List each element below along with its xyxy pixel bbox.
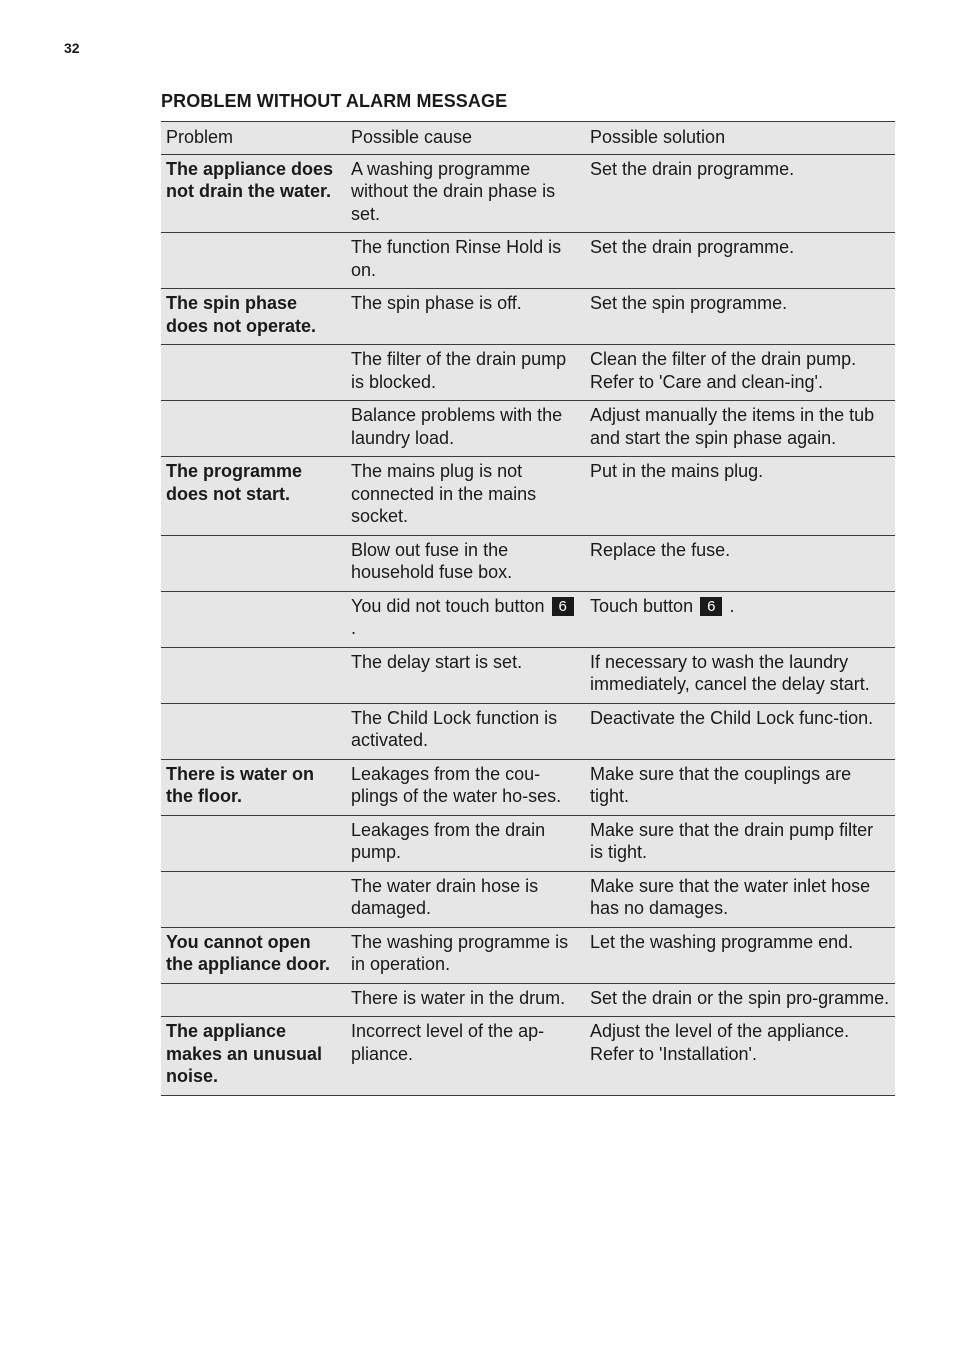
cause-cell: Leakages from the cou-plings of the water ho-ses. [346, 759, 585, 815]
button-6-icon: 6 [552, 597, 574, 616]
table-row [161, 457, 895, 536]
page-number: 32 [64, 40, 80, 56]
cause-cell: The Child Lock function is activated. [346, 703, 585, 759]
table-row [161, 703, 895, 759]
table-row [161, 535, 895, 591]
cause-cell: Balance problems with the laundry load. [346, 401, 585, 457]
cause-cell: There is water in the drum. [346, 983, 585, 1017]
cause-cell: The function Rinse Hold is on. [346, 233, 585, 289]
problem-cell [161, 815, 346, 871]
solution-cell: Clean the filter of the drain pump. Refer to 'Care and clean-ing'. [585, 345, 895, 401]
header-possible-cause: Possible cause [346, 122, 585, 155]
cause-cell: The washing programme is in operation. [346, 927, 585, 983]
cause-cell: Incorrect level of the ap-pliance. [346, 1017, 585, 1096]
table-row [161, 983, 895, 1017]
cause-cell: Blow out fuse in the household fuse box. [346, 535, 585, 591]
solution-cell: Set the drain programme. [585, 154, 895, 233]
table-row [161, 1017, 895, 1096]
problem-cell [161, 401, 346, 457]
table-row [161, 401, 895, 457]
table-row [161, 815, 895, 871]
solution-cell: Deactivate the Child Lock func-tion. [585, 703, 895, 759]
table-row [161, 345, 895, 401]
problem-cell: The appliance makes an unusual noise. [161, 1017, 346, 1096]
problem-cell [161, 871, 346, 927]
table-row [161, 233, 895, 289]
solution-cell: Put in the mains plug. [585, 457, 895, 536]
cause-text: You did not touch button [351, 595, 545, 616]
cause-cell: The filter of the drain pump is blocked. [346, 345, 585, 401]
solution-cell: Set the drain or the spin pro-gramme. [585, 983, 895, 1017]
cause-cell: The mains plug is not connected in the mains socket. [346, 457, 585, 536]
solution-cell: Replace the fuse. [585, 535, 895, 591]
header-problem: Problem [161, 122, 346, 155]
solution-cell: Make sure that the water inlet hose has no damages. [585, 871, 895, 927]
problem-cell [161, 535, 346, 591]
table-row [161, 759, 895, 815]
solution-text-end: . [729, 595, 735, 616]
table-row [161, 927, 895, 983]
problem-cell: The appliance does not drain the water. [161, 154, 346, 233]
solution-cell: Set the drain programme. [585, 233, 895, 289]
cause-cell: The delay start is set. [346, 647, 585, 703]
problem-cell [161, 703, 346, 759]
problem-cell [161, 983, 346, 1017]
solution-text: Touch button [590, 595, 694, 616]
cause-cell: The spin phase is off. [346, 289, 585, 345]
header-possible-solution: Possible solution [585, 122, 895, 155]
problem-cell: The programme does not start. [161, 457, 346, 536]
cause-cell: A washing programme without the drain phase is set. [346, 154, 585, 233]
cause-cell [346, 591, 585, 647]
troubleshooting-table [161, 121, 895, 1096]
solution-cell: Adjust manually the items in the tub and start the spin phase again. [585, 401, 895, 457]
problem-cell [161, 345, 346, 401]
button-6-icon: 6 [700, 597, 722, 616]
problem-cell: You cannot open the appliance door. [161, 927, 346, 983]
problem-cell: The spin phase does not operate. [161, 289, 346, 345]
table-row [161, 871, 895, 927]
problem-cell [161, 233, 346, 289]
table-row [161, 647, 895, 703]
problem-cell: There is water on the floor. [161, 759, 346, 815]
section-title: PROBLEM WITHOUT ALARM MESSAGE [161, 91, 508, 111]
table-header-row [161, 122, 895, 155]
problem-cell [161, 647, 346, 703]
solution-cell: Make sure that the couplings are tight. [585, 759, 895, 815]
solution-cell: Adjust the level of the appliance. Refer to 'Installation'. [585, 1017, 895, 1096]
cause-cell: The water drain hose is damaged. [346, 871, 585, 927]
table-row [161, 289, 895, 345]
solution-cell: If necessary to wash the laundry immediately, cancel the delay start. [585, 647, 895, 703]
table-row [161, 154, 895, 233]
solution-cell [585, 591, 895, 647]
table-row [161, 591, 895, 647]
solution-cell: Make sure that the drain pump filter is tight. [585, 815, 895, 871]
solution-cell: Set the spin programme. [585, 289, 895, 345]
solution-cell: Let the washing programme end. [585, 927, 895, 983]
problem-cell [161, 591, 346, 647]
cause-cell: Leakages from the drain pump. [346, 815, 585, 871]
cause-text-end: . [351, 618, 357, 638]
